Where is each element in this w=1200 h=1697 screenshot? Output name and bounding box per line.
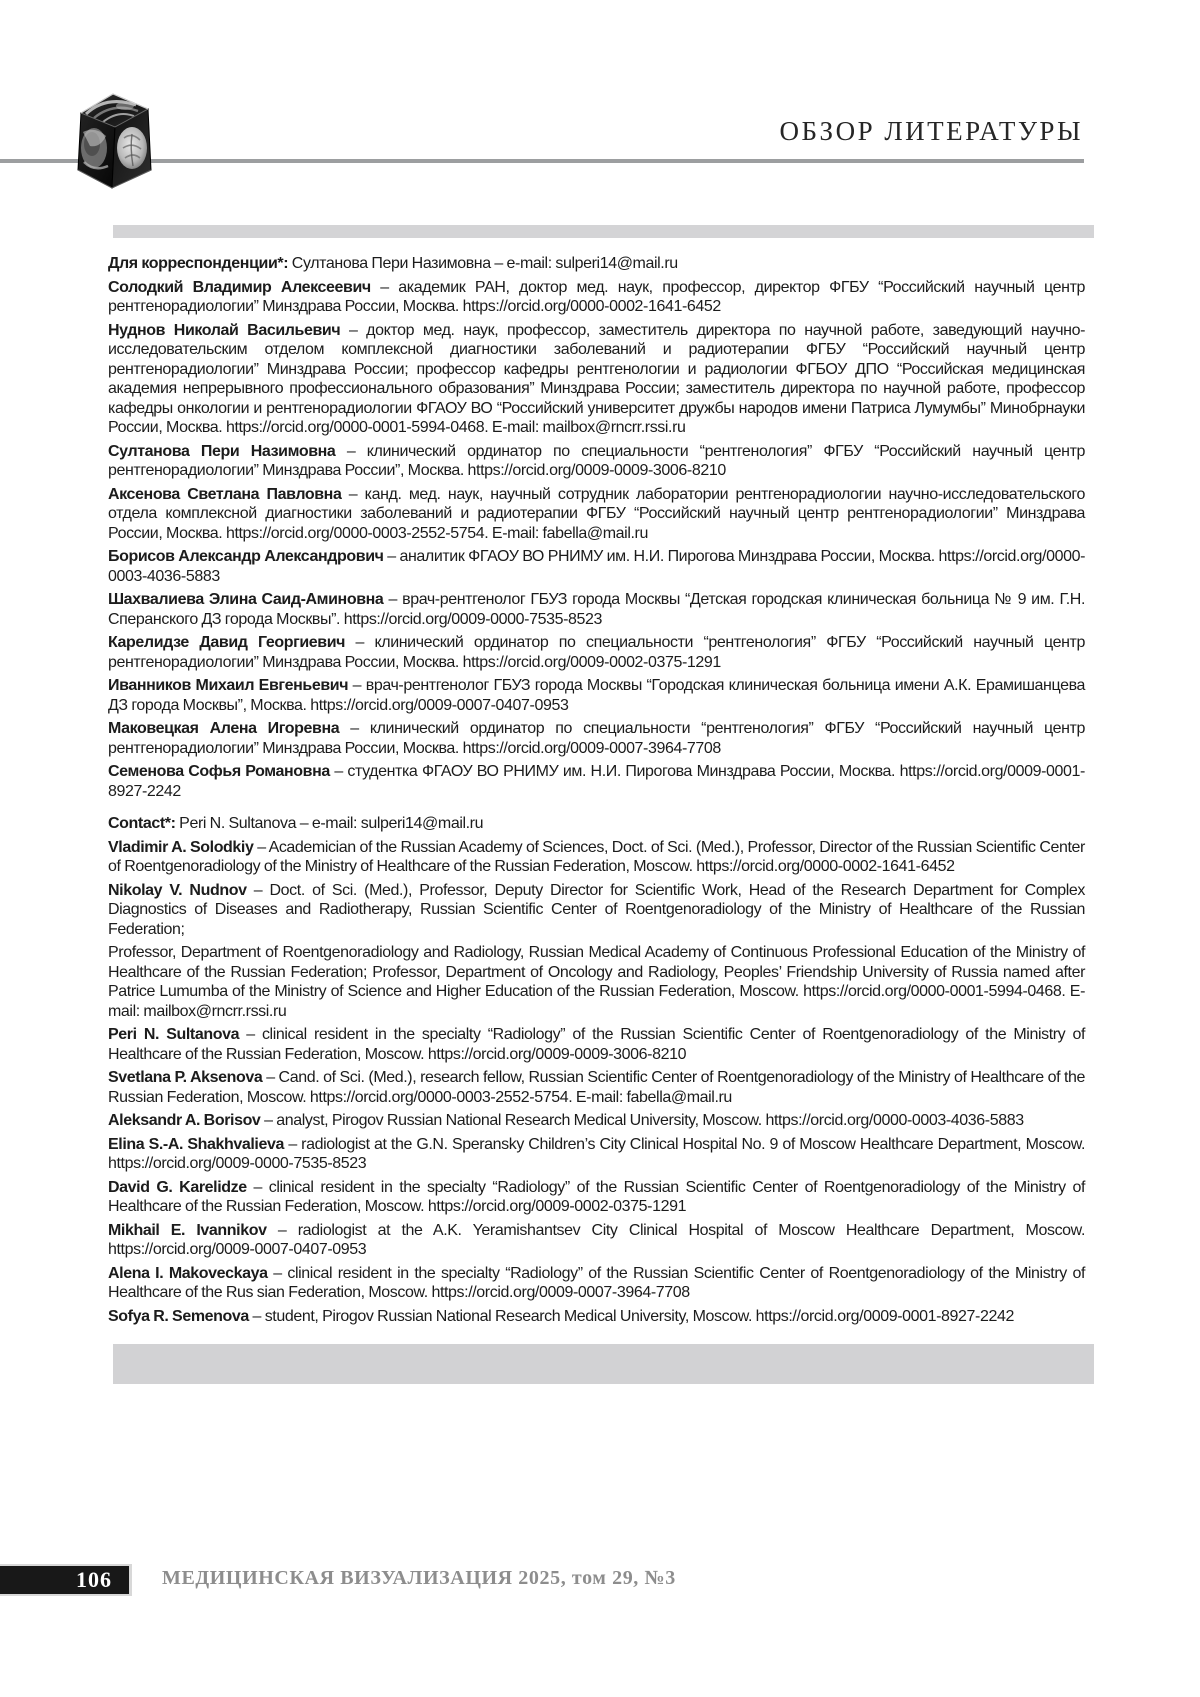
author-name: Peri N. Sultanova — [108, 1026, 247, 1043]
page-number-box — [0, 1564, 132, 1596]
page-section-heading: ОБЗОР ЛИТЕРАТУРЫ — [779, 116, 1083, 146]
brain-scan-cube-logo — [70, 88, 156, 190]
author-name: Elina S.-A. Shakhvalieva — [108, 1135, 289, 1153]
bottom-separator-bar — [113, 1344, 1094, 1384]
author-name: Борисов Александр Александрович — [108, 548, 388, 565]
author-entry-en-6: Aleksandr A. Borisov – analyst, Pirogov Russian National Research Medical University, Moscow. https://orcid.org/0000-0003-4036-5883 — [108, 1112, 1024, 1129]
author-entry-ru-7: Карелидзе Давид Георгиевич – клинический ординатор по специальности “рентгенология” ФГБУ “Российский научный центр рентгенорадиологии” Минздрава России, Москва. https://orcid.org/0009-0002-0375-1291 — [108, 634, 1085, 671]
author-entry-ru-9: Маковецкая Алена Игоревна – клинический ординатор по специальности “рентгенология” ФГБУ “Российский научный центр рентгенорадиологии” Минздрава России, Москва. https://orcid.org/0009-0007-3964-7708 — [108, 720, 1085, 757]
author-entry-en-2: Nikolay V. Nudnov – Doct. of Sci. (Med.), Professor, Deputy Director for Scientific Work, Head of the Research Department for Complex Diagnostics of Diseases and Radiotherapy, Russian Scientific Center of Roentgenoradiology of the Ministry of Healthcare of the Russian Federation; — [108, 881, 1086, 938]
correspondence-label: Для корреспонденции*: — [108, 255, 289, 272]
author-entry-ru-1: Солодкий Владимир Алексеевич – академик РАН, доктор мед. наук, профессор, директор ФГБУ “Российский научный центр рентгенорадиологии” Минздрава России, Москва. https://orcid.org/0000-0002-1641-6452 — [108, 278, 1085, 315]
author-name: Svetlana P. Aksenova — [108, 1069, 267, 1086]
author-name: Нуднов Николай Васильевич — [108, 321, 349, 339]
cube-logo-graphic — [70, 88, 156, 190]
author-name: David G. Karelidze — [108, 1178, 254, 1196]
page-number: 106 — [76, 1567, 112, 1592]
author-entry-en-7: Elina S.-A. Shakhvalieva – radiologist at the G.N. Speransky Children’s City Clinical Hospital No. 9 of Moscow Healthcare Department, Moscow. https://orcid.org/0009-0000-7535-8523 — [108, 1135, 1086, 1172]
authors-en-block — [108, 814, 1085, 1326]
author-entry-en-4: Peri N. Sultanova – clinical resident in the specialty “Radiology” of the Russian Scientific Center of Roentgenoradiology of the Ministry of Healthcare of the Russian Federation, Moscow. https://orcid.org/0009-0009-3006-8210 — [108, 1026, 1086, 1063]
top-separator-bar — [113, 225, 1094, 238]
author-name: Маковецкая Алена Игоревна — [108, 720, 351, 737]
author-entry-en-1: Vladimir A. Solodkiy – Academician of the Russian Academy of Sciences, Doct. of Sci. (Med.), Professor, Director of the Russian Scientific Center of Roentgenoradiology of the Ministry of Healthcare of the Russian Federation, Moscow. https://orcid.org/0000-0002-1641-6452 — [108, 838, 1085, 875]
author-name: Aleksandr A. Borisov — [108, 1112, 265, 1129]
author-name: Nikolay V. Nudnov — [108, 881, 254, 899]
author-entry-ru-4: Аксенова Светлана Павловна – канд. мед. наук, научный сотрудник лаборатории рентгенорадиологии научно-исследовательского отдела комплексной диагностики заболеваний и радиотерапии ФГБУ “Российский научный центр рентгенорадиологии” Минздрава России, Москва. https://orcid.org/0000-0003-2552-5754. E-mail: fabella@mail.ru — [108, 485, 1085, 542]
author-name: Vladimir A. Solodkiy — [108, 838, 258, 856]
author-name: Солодкий Владимир Алексеевич — [108, 278, 381, 296]
author-entry-en-9: Mikhail E. Ivannikov – radiologist at the A.K. Yeramishantsev City Clinical Hospital of Moscow Healthcare Department, Moscow. https://orcid.org/0009-0007-0407-0953 — [108, 1221, 1085, 1258]
author-entry-en-3: Professor, Department of Roentgenoradiology and Radiology, Russian Medical Academy of Continuous Professional Education of the Ministry of Healthcare of the Russian Federation; Professor, Department of Oncology and Radiology, Peoples’ Friendship University of Russia named after Patrice Lumumba of the Ministry of Science and Higher Education of the Russian Federation, Moscow. https://orcid.org/0000-0001-5994-0468. E-mail: mailbox@rncrr.rssi.ru — [108, 944, 1085, 1020]
contact-line — [108, 814, 1085, 834]
author-name: Иванников Михаил Евгеньевич — [108, 677, 353, 694]
author-name: Аксенова Светлана Павловна — [108, 485, 349, 503]
header-divider-rule — [0, 159, 1084, 163]
author-name: Mikhail E. Ivannikov — [108, 1221, 278, 1239]
author-entry-en-11: Sofya R. Semenova – student, Pirogov Russian National Research Medical University, Moscow. https://orcid.org/0009-0001-8927-2242 — [108, 1307, 1014, 1325]
author-name: Семенова Софья Романовна — [108, 763, 335, 780]
author-entry-ru-3: Султанова Пери Назимовна – клинический ординатор по специальности “рентгенология” ФГБУ “Российский научный центр рентгенорадиологии” Минздрава России”, Москва. https://orcid.org/0009-0009-3006-8210 — [108, 442, 1085, 479]
contact-label: Contact*: — [108, 815, 176, 832]
authors-ru-block — [108, 254, 1085, 801]
author-name: Alena I. Makoveckaya — [108, 1264, 274, 1282]
author-entry-ru-2: Нуднов Николай Васильевич – доктор мед. наук, профессор, заместитель директора по научной работе, заведующий научно-исследовательским отделом комплексной диагностики заболеваний и радиотерапии ФГБУ “Российский научный центр рентгенорадиологии” Минздрава России; профессор кафедры рентгенологии и радиологии ФГБОУ ДПО “Российская медицинская академия непрерывного профессионального образования” Минздрава России; заместитель директора по научной работе, профессор кафедры онкологии и рентгенорадиологии ФГАОУ ВО “Российский университет дружбы народов имени Патриса Лумумбы” Минобрнауки России, Москва. https://orcid.org/0000-0001-5994-0468. E-mail: mailbox@rncrr.rssi.ru — [108, 321, 1086, 436]
author-entry-en-5: Svetlana P. Aksenova – Cand. of Sci. (Med.), research fellow, Russian Scientific Center of Roentgenoradiology of the Ministry of Healthcare of the Russian Federation, Moscow. https://orcid.org/0000-0003-2552-5754. E-mail: fabella@mail.ru — [108, 1069, 1085, 1106]
correspondence-text: Султанова Пери Назимовна – e-mail: sulperi14@mail.ru — [291, 255, 678, 272]
journal-footer-line: МЕДИЦИНСКАЯ ВИЗУАЛИЗАЦИЯ 2025, том 29, №3 — [162, 1567, 676, 1589]
authors-ru-entries — [108, 278, 1085, 802]
contact-text: Peri N. Sultanova – e-mail: sulperi14@mail.ru — [179, 815, 484, 832]
author-name: Султанова Пери Назимовна — [108, 442, 347, 460]
author-entry-ru-5: Борисов Александр Александрович – аналитик ФГАОУ ВО РНИМУ им. Н.И. Пирогова Минздрава России, Москва. https://orcid.org/0000-0003-4036-5883 — [108, 548, 1085, 585]
author-entry-ru-10: Семенова Софья Романовна – студентка ФГАОУ ВО РНИМУ им. Н.И. Пирогова Минздрава России, Москва. https://orcid.org/0009-0001-8927-2242 — [108, 763, 1085, 800]
authors-en-entries — [108, 838, 1085, 1327]
authors-affiliations-section — [108, 225, 1085, 1384]
author-entry-en-10: Alena I. Makoveckaya – clinical resident in the specialty “Radiology” of the Russian Scientific Center of Roentgenoradiology of the Ministry of Healthcare of the Rus sian Federation, Moscow. https://orcid.org/0009-0007-3964-7708 — [108, 1264, 1086, 1301]
author-name: Карелидзе Давид Георгиевич — [108, 634, 356, 651]
author-entry-ru-8: Иванников Михаил Евгеньевич – врач-рентгенолог ГБУЗ города Москвы “Городская клиническая больница имени А.К. Ерамишанцева ДЗ города Москвы”, Москва. https://orcid.org/0009-0007-0407-0953 — [108, 677, 1085, 714]
correspondence-line — [108, 254, 1085, 274]
author-entry-en-8: David G. Karelidze – clinical resident in the specialty “Radiology” of the Russian Scientific Center of Roentgenoradiology of the Ministry of Healthcare of the Russian Federation, Moscow. https://orcid.org/0009-0002-0375-1291 — [108, 1178, 1086, 1215]
author-entry-ru-6: Шахвалиева Элина Саид-Аминовна – врач-рентгенолог ГБУЗ города Москвы “Детская городская клиническая больница № 9 им. Г.Н. Сперанского ДЗ города Москвы”. https://orcid.org/0009-0000-7535-8523 — [108, 591, 1086, 628]
author-name: Sofya R. Semenova — [108, 1307, 253, 1325]
author-name: Шахвалиева Элина Саид-Аминовна — [108, 591, 389, 608]
